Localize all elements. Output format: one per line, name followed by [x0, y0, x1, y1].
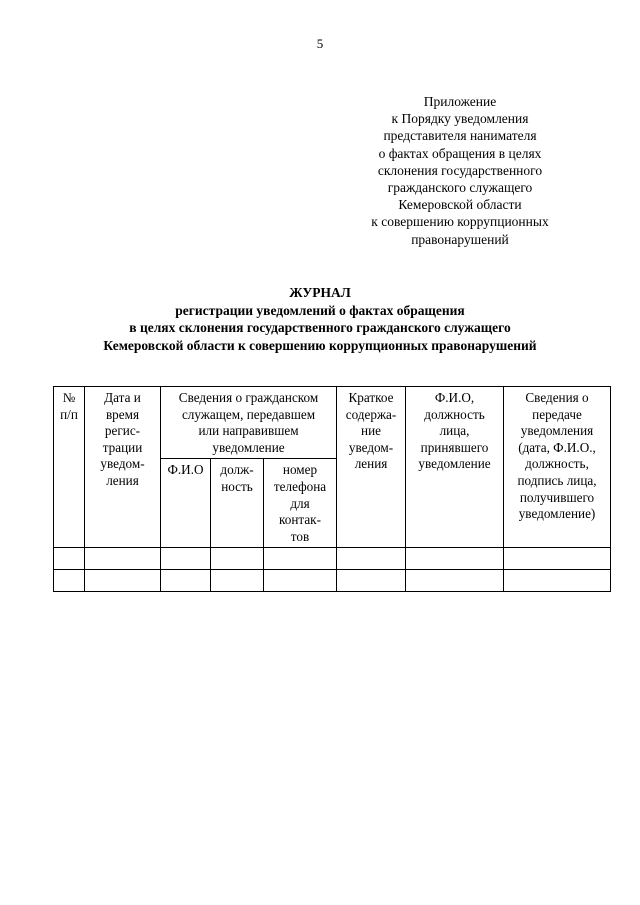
table-row — [54, 570, 611, 592]
table-cell — [211, 570, 264, 592]
table-cell — [54, 570, 85, 592]
appendix-line: Кемеровской области — [398, 197, 522, 213]
table-cell — [161, 548, 211, 570]
header-number: № п/п — [54, 387, 85, 548]
table-cell — [337, 548, 406, 570]
table-row — [54, 548, 611, 570]
page-number: 5 — [316, 36, 324, 51]
subheader-position: долж- ность — [211, 459, 264, 548]
table-cell — [337, 570, 406, 592]
header-servant-info: Сведения о гражданском служащем, передавшем или направившем уведомление — [161, 387, 337, 459]
document-title — [0, 284, 640, 354]
table-header-row — [54, 387, 611, 459]
table-cell — [504, 548, 611, 570]
table-cell — [85, 548, 161, 570]
header-summary: Краткое содержа- ние уведом- ления — [337, 387, 406, 548]
appendix-line: склонения государственного — [377, 162, 543, 178]
table-cell — [406, 548, 504, 570]
appendix-line: правонарушений — [411, 231, 509, 247]
header-transfer-info: Сведения о передаче уведомления (дата, Ф.И.О., должность, подпись лица, получившего уведомление) — [504, 387, 611, 548]
table-cell — [504, 570, 611, 592]
table-cell — [161, 570, 211, 592]
journal-table — [53, 386, 611, 592]
table-cell — [211, 548, 264, 570]
appendix-line: представителя нанимателя — [383, 128, 537, 144]
header-receiver: Ф.И.О, должность лица, принявшего уведомление — [406, 387, 504, 548]
table-cell — [54, 548, 85, 570]
title-line: Кемеровской области к совершению коррупционных правонарушений — [103, 337, 537, 353]
appendix-block — [340, 93, 580, 248]
appendix-line: о фактах обращения в целях — [378, 145, 542, 161]
table-cell — [406, 570, 504, 592]
header-registration-date: Дата и время регис- трации уведом- ления — [85, 387, 161, 548]
subheader-phone: номер телефона для контак- тов — [264, 459, 337, 548]
appendix-line: Приложение — [423, 94, 497, 109]
appendix-line: к Порядку уведомления — [391, 111, 529, 127]
appendix-line: гражданского служащего — [387, 180, 533, 196]
title-line: в целях склонения государственного гражданского служащего — [129, 320, 511, 335]
title-heading: ЖУРНАЛ — [289, 285, 351, 300]
table-cell — [85, 570, 161, 592]
table-cell — [264, 570, 337, 592]
title-line: регистрации уведомлений о фактах обращения — [175, 302, 465, 318]
appendix-line: к совершению коррупционных — [371, 214, 549, 230]
table-cell — [264, 548, 337, 570]
subheader-fio: Ф.И.О — [161, 459, 211, 548]
